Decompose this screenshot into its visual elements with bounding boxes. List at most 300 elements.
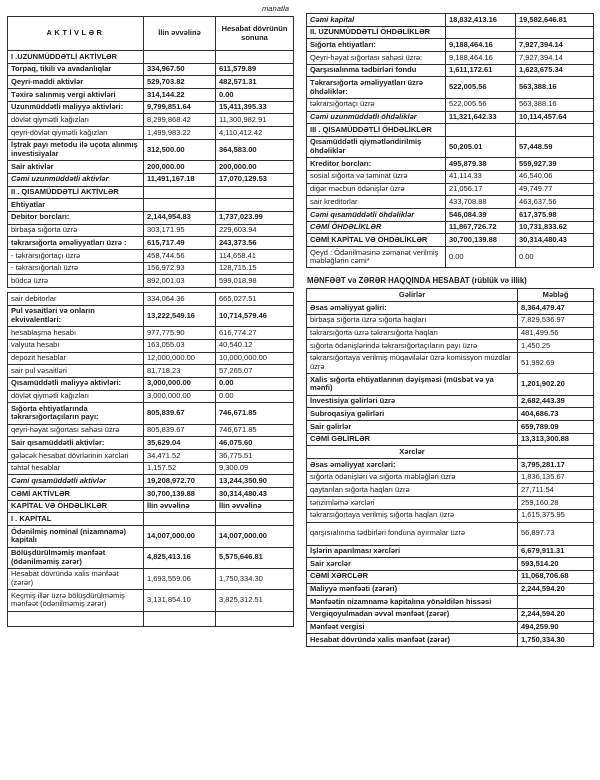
row-value: 665,027.51 [216, 293, 294, 306]
row-label: təkrarsığorta üzrə təkrarsığorta haqları [307, 327, 518, 340]
row-value: 1,450.25 [518, 340, 594, 353]
row-value: 40,540.12 [216, 339, 294, 352]
table-row [8, 500, 294, 513]
row-value: 599,018.98 [216, 275, 294, 288]
row-label: CƏMİ ÖHDƏLİKLƏR [307, 221, 446, 234]
row-value: 10,000,000.00 [216, 352, 294, 365]
row-label: Sığorta ehtiyatları: [307, 39, 446, 52]
row-label: sair pul vəsaitləri [8, 365, 144, 378]
row-label: gələcək hesabat dövrlərinin xərcləri [8, 450, 144, 463]
row-value: 13,313,300.88 [518, 433, 594, 446]
row-value: 81,718.23 [144, 365, 216, 378]
table-row [307, 509, 594, 522]
row-value: 746,671.85 [216, 403, 294, 424]
table-row [307, 340, 594, 353]
row-label: İnvestisiya gəlirləri üzrə [307, 395, 518, 408]
row-value: 30,700,139.88 [446, 234, 516, 247]
row-value: 11,321,642.33 [446, 111, 516, 124]
table-row [307, 247, 594, 268]
row-label: Cəmi qısamüddətli öhdəliklər [307, 209, 446, 222]
row-value: 10,731,833.62 [516, 221, 594, 234]
row-value: 259,160.28 [518, 497, 594, 510]
row-value: 1,499,983.22 [144, 127, 216, 140]
row-label: Qeyd : Ödənilməsinə zəmanət verilmiş məbləğlərin cəmi* [307, 247, 446, 268]
row-value: 1,737,023.99 [216, 211, 294, 224]
row-value: 19,582,646.81 [516, 14, 594, 27]
row-value: 2,244,594.20 [518, 608, 594, 621]
table-row [8, 424, 294, 437]
row-value: 156,972.93 [144, 262, 216, 275]
row-value [216, 51, 294, 64]
row-value [446, 124, 516, 137]
row-value [144, 513, 216, 526]
row-label: I . KAPİTAL [8, 513, 144, 526]
table-row [8, 352, 294, 365]
table-row [307, 64, 594, 77]
assets-column-header: AKTİVLƏR [8, 17, 144, 51]
row-label: Sair aktivlər [8, 161, 144, 174]
row-value: 4,110,412.42 [216, 127, 294, 140]
row-value: 522,005.56 [446, 77, 516, 98]
table-row [307, 111, 594, 124]
table-row [8, 339, 294, 352]
row-value: 805,839.67 [144, 403, 216, 424]
table-row [8, 101, 294, 114]
table-row [307, 522, 594, 545]
row-value: 46,075.60 [216, 437, 294, 450]
row-label: Debitor borcları: [8, 211, 144, 224]
row-value [216, 199, 294, 212]
row-value: 229,603.94 [216, 224, 294, 237]
row-value [516, 124, 594, 137]
row-value: 364,583.00 [216, 139, 294, 160]
table-row [307, 39, 594, 52]
table-row [8, 437, 294, 450]
row-value: 36,775.51 [216, 450, 294, 463]
table-row [307, 221, 594, 234]
row-label: KAPİTAL VƏ ÖHDƏLİKLƏR [8, 500, 144, 513]
row-value: 314,144.22 [144, 89, 216, 102]
row-value: 1,157.52 [144, 462, 216, 475]
table-row [307, 608, 594, 621]
table-row [8, 365, 294, 378]
table-row [307, 352, 594, 373]
row-value: 34,471.52 [144, 450, 216, 463]
row-label: qeyri-həyat sığortası sahəsi üzrə [8, 424, 144, 437]
row-value: 1,750,334.30 [518, 634, 594, 647]
table-row [8, 237, 294, 250]
row-label: CƏMİ XƏRCLƏR [307, 570, 518, 583]
row-label: İştrak payı metodu ilə uçota alınmış investisiyalar [8, 139, 144, 160]
table-row [307, 170, 594, 183]
row-label: CƏMİ GƏLİRLƏR [307, 433, 518, 446]
table-row [8, 51, 294, 64]
table-row [307, 446, 594, 459]
table-row [307, 421, 594, 434]
row-value: 9,300.09 [216, 462, 294, 475]
row-label: Xalis sığorta ehtiyatlarının dəyişməsi (müsbət və ya mənfi) [307, 374, 518, 395]
row-value [144, 186, 216, 199]
row-label: tənzimləmə xərcləri [307, 497, 518, 510]
row-label: CƏMİ AKTİVLƏR [8, 488, 144, 501]
table-row [8, 526, 294, 547]
row-value: 463,637.56 [516, 196, 594, 209]
row-value: 4,825,413.16 [144, 547, 216, 568]
row-label: Vergiqoyulmadan əvvəl mənfəət (zərər) [307, 608, 518, 621]
row-label: birbaşa sığorta üzrə sığorta haqları [307, 314, 518, 327]
row-value: 659,789.09 [518, 421, 594, 434]
table-row [8, 462, 294, 475]
table-row [8, 611, 294, 626]
row-label: Bölüşdürülməmiş mənfəət (ödənilməmiş zərər) [8, 547, 144, 568]
row-value [446, 26, 516, 39]
row-label: Torpaq, tikili və avadanlıqlar [8, 63, 144, 76]
row-value: 30,700,139.88 [144, 488, 216, 501]
row-value: 128,715.15 [216, 262, 294, 275]
row-value: 200,000.00 [216, 161, 294, 174]
table-row [8, 488, 294, 501]
row-value: 563,388.16 [516, 98, 594, 111]
row-value: 21,056.17 [446, 183, 516, 196]
row-value: 0.00 [216, 89, 294, 102]
row-label: Qeyri-maddi aktivlər [8, 76, 144, 89]
row-value: 481,499.56 [518, 327, 594, 340]
table-row [8, 547, 294, 568]
row-value: 114,658.41 [216, 250, 294, 263]
balance-sheet-assets-table [7, 16, 294, 288]
table-row [307, 183, 594, 196]
table-row [307, 196, 594, 209]
row-value [518, 596, 594, 609]
row-value: 1,201,902.20 [518, 374, 594, 395]
row-value: 458,744.56 [144, 250, 216, 263]
table-row [307, 484, 594, 497]
row-value: 51,992.69 [518, 352, 594, 373]
row-value: 27,711.54 [518, 484, 594, 497]
row-label: Cəmi uzunmüddətli aktivlər [8, 173, 144, 186]
row-label: İşlərin aparılması xərcləri [307, 545, 518, 558]
row-value: 617,375.98 [516, 209, 594, 222]
row-value: 334,967.50 [144, 63, 216, 76]
row-value: 3,131,854.10 [144, 590, 216, 611]
row-value: İlin əvvəlinə [216, 500, 294, 513]
row-value: 9,188,464.16 [446, 39, 516, 52]
row-value: 1,611,172.61 [446, 64, 516, 77]
row-value: 615,717.49 [144, 237, 216, 250]
row-value: 977,775.90 [144, 327, 216, 340]
row-label: Uzunmüddətli maliyyə aktivləri: [8, 101, 144, 114]
row-value [144, 199, 216, 212]
balance-sheet-liabilities-column [306, 13, 593, 647]
table-row [8, 568, 294, 589]
table-row [307, 234, 594, 247]
row-value: 19,208,972.70 [144, 475, 216, 488]
row-label: CƏMİ KAPİTAL VƏ ÖHDƏLİKLƏR [307, 234, 446, 247]
row-value: 10,114,457.64 [516, 111, 594, 124]
table-row [307, 314, 594, 327]
row-label: dövlət qiymətli kağızları [8, 114, 144, 127]
row-value: 14,007,000.00 [216, 526, 294, 547]
table-row [307, 634, 594, 647]
row-value: 35,629.04 [144, 437, 216, 450]
balance-sheet-assets-table-continued [7, 292, 294, 627]
table-row [8, 127, 294, 140]
row-label: qeyri-dövlət qiymətli kağızları [8, 127, 144, 140]
row-value [516, 26, 594, 39]
row-label: təkrarsığortaya verilmiş müqavilələr üzrə komissyon muzdlar üzrə [307, 352, 518, 373]
row-value: 1,623,675.34 [516, 64, 594, 77]
row-value: 805,839.67 [144, 424, 216, 437]
table-row [307, 570, 594, 583]
table-row [307, 395, 594, 408]
row-value: 1,836,135.67 [518, 471, 594, 484]
table-row [8, 275, 294, 288]
table-row [307, 124, 594, 137]
row-value [144, 51, 216, 64]
row-value: 433,708.88 [446, 196, 516, 209]
row-value: 312,500.00 [144, 139, 216, 160]
table-row [307, 26, 594, 39]
row-value: 15,411,395.33 [216, 101, 294, 114]
row-value: 243,373.56 [216, 237, 294, 250]
assets-table-header-row [8, 17, 294, 51]
row-value: 334,064.36 [144, 293, 216, 306]
table-row [8, 63, 294, 76]
table-row [8, 139, 294, 160]
row-value: 49,749.77 [516, 183, 594, 196]
row-label: Sair gəlirlər [307, 421, 518, 434]
row-value: 494,259.90 [518, 621, 594, 634]
row-label: Xərclər [307, 446, 518, 459]
row-value: 163,055.03 [144, 339, 216, 352]
row-label: Qarşısıalınma tədbirləri fondu [307, 64, 446, 77]
table-row [8, 327, 294, 340]
row-label: sığorta ödənişləri və sığorta məbləğləri üzrə [307, 471, 518, 484]
row-value: 892,001.03 [144, 275, 216, 288]
row-value: 10,714,579.46 [216, 305, 294, 326]
table-row [307, 374, 594, 395]
income-amount-column-header: Məbləğ [518, 289, 594, 302]
row-value: 18,832,413.16 [446, 14, 516, 27]
row-label: Maliyyə mənfəəti (zərəri) [307, 583, 518, 596]
row-value [216, 513, 294, 526]
period-end-column-header: Hesabat dövrünün sonuna [216, 17, 294, 51]
row-value: 7,829,536.97 [518, 314, 594, 327]
table-row [8, 305, 294, 326]
row-label: III . QISAMÜDDƏTLİ ÖHDƏLİKLƏR [307, 124, 446, 137]
row-value: 2,244,594.20 [518, 583, 594, 596]
row-value [518, 446, 594, 459]
row-label: təkrarsığortaçı üzrə [307, 98, 446, 111]
row-label: II. UZUNMÜDDƏTLİ ÖHDƏLİKLƏR [307, 26, 446, 39]
row-label: Sair xərclər [307, 558, 518, 571]
table-row [8, 186, 294, 199]
row-label: Mənfəətin nizamnamə kapitalına yönəldilən hissəsi [307, 596, 518, 609]
row-value: 6,679,911.31 [518, 545, 594, 558]
row-label: birbaşa sığorta üzrə [8, 224, 144, 237]
table-row [307, 545, 594, 558]
row-value: 1,750,334.30 [216, 568, 294, 589]
row-value: 46,540.06 [516, 170, 594, 183]
row-value: 404,686.73 [518, 408, 594, 421]
row-value: 12,000,000.00 [144, 352, 216, 365]
table-row [307, 596, 594, 609]
row-label: Hesabat dövründə xalis mənfəət (zərər) [307, 634, 518, 647]
row-label: sosial sığorta və təminat üzrə [307, 170, 446, 183]
row-value: 13,222,549.16 [144, 305, 216, 326]
row-label: Sığorta ehtiyatlarında təkrarsığortaçıların payı: [8, 403, 144, 424]
row-value: 3,000,000.00 [144, 390, 216, 403]
table-row [8, 403, 294, 424]
table-row [8, 450, 294, 463]
row-value: 3,000,000.00 [144, 377, 216, 390]
row-label: Ehtiyatlar [8, 199, 144, 212]
row-value: 7,927,394.14 [516, 52, 594, 65]
row-value: 522,005.56 [446, 98, 516, 111]
row-value: 14,007,000.00 [144, 526, 216, 547]
row-label: Sair qısamüddətli aktivlər: [8, 437, 144, 450]
row-value [216, 611, 294, 626]
table-row [8, 513, 294, 526]
row-label: dövlət qiymətli kağızları [8, 390, 144, 403]
income-statement-table [306, 288, 594, 647]
row-value: 8,299,868.42 [144, 114, 216, 127]
table-row [307, 433, 594, 446]
row-label: Subroqasiya gəlirləri [307, 408, 518, 421]
table-row [307, 158, 594, 171]
row-label: sığorta ödənişlərində təkrarsığortaçıların payı üzrə [307, 340, 518, 353]
row-value: 17,070,129.53 [216, 173, 294, 186]
row-label: Kreditor borcları: [307, 158, 446, 171]
row-value: 559,927.39 [516, 158, 594, 171]
row-label: Qısamüddətli maliyyə aktivləri: [8, 377, 144, 390]
row-value: 303,171.95 [144, 224, 216, 237]
table-row [8, 590, 294, 611]
row-value: 0.00 [516, 247, 594, 268]
table-row [8, 293, 294, 306]
currency-note: manatla [261, 4, 289, 13]
row-value: 8,364,479.47 [518, 302, 594, 315]
row-label: Ödənilmiş nominal (nizamnamə) kapitalı [8, 526, 144, 547]
row-label: valyuta hesabı [8, 339, 144, 352]
row-label: Cəmi uzunmüddətli öhdəliklər [307, 111, 446, 124]
income-statement-title: MƏNFƏƏT və ZƏRƏR HAQQINDA HESABAT (rüblük və illik) [307, 276, 527, 286]
row-label: Təxirə salınmış vergi aktivləri [8, 89, 144, 102]
table-row [307, 408, 594, 421]
table-row [8, 262, 294, 275]
row-value: 616,774.27 [216, 327, 294, 340]
row-value: İlin əvvəlinə [144, 500, 216, 513]
row-value: 11,300,982.91 [216, 114, 294, 127]
row-value: 56,897.73 [518, 522, 594, 545]
table-row [307, 98, 594, 111]
row-value: 0.00 [446, 247, 516, 268]
table-row [8, 114, 294, 127]
row-label [8, 611, 144, 626]
balance-sheet-assets-column [7, 4, 293, 627]
row-value: 563,388.16 [516, 77, 594, 98]
row-label: Cəmi kapital [307, 14, 446, 27]
row-label: Təkrarsığorta əməliyyatları üzrə öhdəliklər: [307, 77, 446, 98]
table-row [307, 327, 594, 340]
row-label: qarşısıalınma tədbirləri fonduna ayırmalar üzrə [307, 522, 518, 545]
balance-sheet-liabilities-table [306, 13, 594, 268]
table-row [8, 390, 294, 403]
row-label: I .UZUNMÜDDƏTLİ AKTİVLƏR [8, 51, 144, 64]
row-label: sair kreditorlar [307, 196, 446, 209]
row-value: 2,144,954.83 [144, 211, 216, 224]
row-label: Mənfəət vergisi [307, 621, 518, 634]
year-start-column-header: İlin əvvəlinə [144, 17, 216, 51]
row-label: təhtəl hesablar [8, 462, 144, 475]
row-label: Hesabat dövründə xalis mənfəət (zərər) [8, 568, 144, 589]
row-label: depozit hesablar [8, 352, 144, 365]
row-label: Qeyri-həyat sığortası sahəsi üzrə: [307, 52, 446, 65]
table-row [8, 76, 294, 89]
row-label: sair debitorlar [8, 293, 144, 306]
table-row [307, 558, 594, 571]
row-value: 7,927,394.14 [516, 39, 594, 52]
row-value: 3,795,281.17 [518, 459, 594, 472]
row-value: 611,579.89 [216, 63, 294, 76]
row-label: Əsas əməliyyat gəliri: [307, 302, 518, 315]
row-value: 30,314,480.43 [216, 488, 294, 501]
row-value: 593,514.20 [518, 558, 594, 571]
income-table-header-row [307, 289, 594, 302]
row-value [144, 611, 216, 626]
row-value: 9,799,851.64 [144, 101, 216, 114]
row-label: qaytarılan sığorta haqları üzrə [307, 484, 518, 497]
row-value: 3,825,312.51 [216, 590, 294, 611]
table-row [307, 302, 594, 315]
row-value: 482,571.31 [216, 76, 294, 89]
income-label-column-header: Gəlirlər [307, 289, 518, 302]
row-label: təkrarsığorta əməliyyatları üzrə : [8, 237, 144, 250]
table-row [307, 209, 594, 222]
table-row [307, 497, 594, 510]
table-row [8, 250, 294, 263]
row-label: Keçmiş illər üzrə bölüşdürülməmiş mənfəət (ödənilməmiş zərər) [8, 590, 144, 611]
row-value: 546,084.39 [446, 209, 516, 222]
table-row [307, 52, 594, 65]
table-row [8, 161, 294, 174]
row-value: 11,491,167.18 [144, 173, 216, 186]
row-label: büdcə üzrə [8, 275, 144, 288]
row-value: 57,265.07 [216, 365, 294, 378]
row-value: 0.00 [216, 377, 294, 390]
row-value: 495,879.38 [446, 158, 516, 171]
row-label: - təkrarsığortalı üzrə [8, 262, 144, 275]
row-value: 5,575,646.81 [216, 547, 294, 568]
row-label: Pul vəsaitləri və onların ekvivalentləri: [8, 305, 144, 326]
row-label: Əsas əməliyyat xərcləri: [307, 459, 518, 472]
row-value: 529,703.82 [144, 76, 216, 89]
row-value: 0.00 [216, 390, 294, 403]
row-label: Cəmi qısamüddətli aktivlər [8, 475, 144, 488]
row-value: 13,244,350.90 [216, 475, 294, 488]
row-value: 9,188,464.16 [446, 52, 516, 65]
table-row [8, 211, 294, 224]
row-label: II . QISAMÜDDƏTLİ AKTİVLƏR [8, 186, 144, 199]
row-value: 41,114.33 [446, 170, 516, 183]
row-value: 1,615,375.95 [518, 509, 594, 522]
row-value: 50,205.01 [446, 136, 516, 157]
table-row [307, 471, 594, 484]
table-row [307, 136, 594, 157]
table-row [307, 77, 594, 98]
row-value: 746,671.85 [216, 424, 294, 437]
table-row [307, 583, 594, 596]
